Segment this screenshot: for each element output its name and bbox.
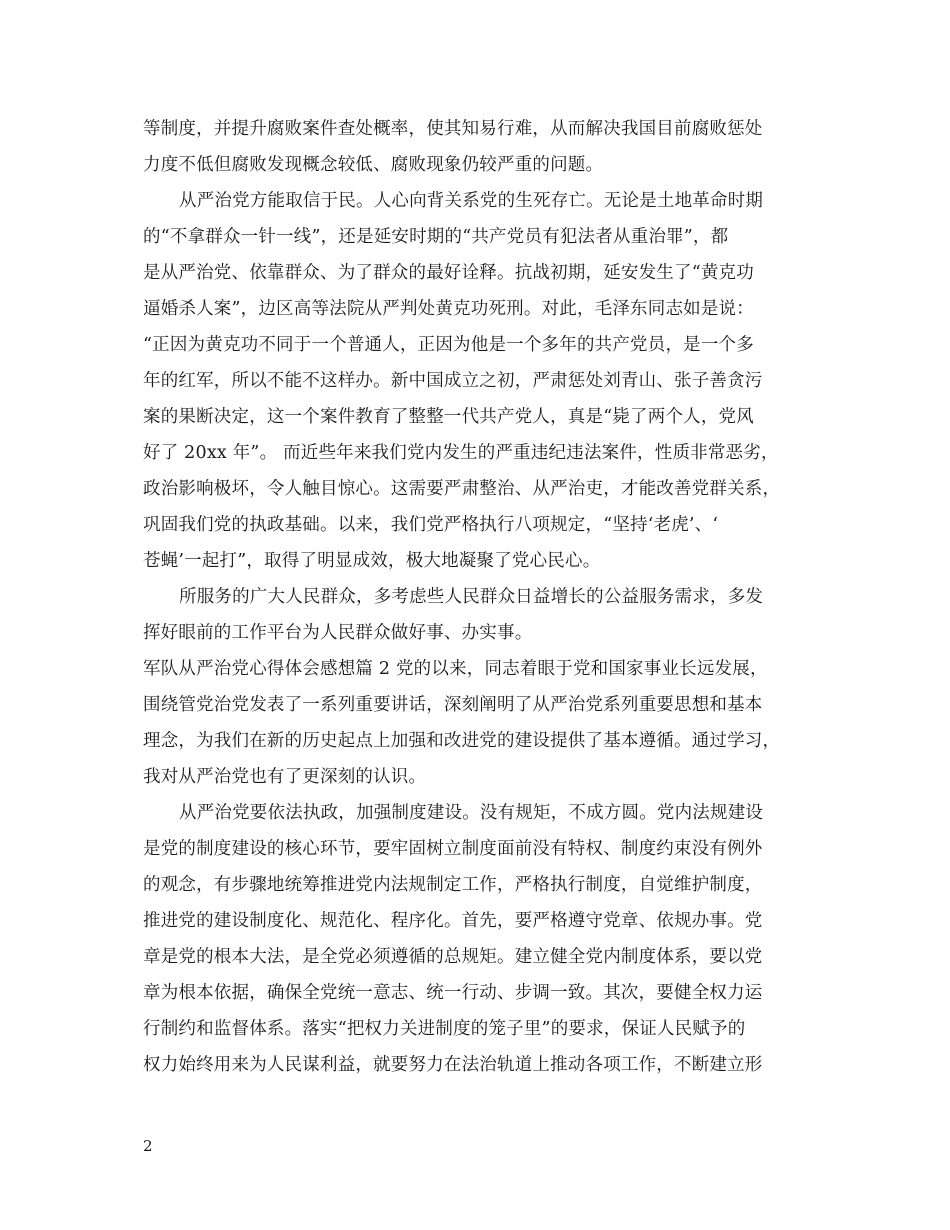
text-line: 理念，为我们在新的历史起点上加强和改进党的建设提供了基本遵循。通过学习， xyxy=(143,731,781,751)
text-line: 是党的制度建设的核心环节，要牢固树立制度面前没有特权、制度约束没有例外 xyxy=(143,839,763,859)
text-line: 围绕管党治党发表了一系列重要讲话，深刻阐明了从严治党系列重要思想和基本 xyxy=(143,695,763,715)
paragraph-start-line: 从严治党方能取信于民。人心向背关系党的生死存亡。无论是土地革命时期 xyxy=(179,191,764,211)
section-title-line: 军队从严治党心得体会感想篇 2 党的以来，同志着眼于党和国家事业长远发展， xyxy=(143,659,768,679)
text-line: 好了 20xx 年”。 而近些年来我们党内发生的严重违纪违法案件，性质非常恶劣， xyxy=(143,443,779,463)
text-line: 我对从严治党也有了更深刻的认识。 xyxy=(143,767,427,787)
text-line: 苍蝇’一起打”，取得了明显成效，极大地凝聚了党心民心。 xyxy=(143,551,601,571)
paragraph-start-line: 从严治党要依法执政，加强制度建设。没有规矩，不成方圆。党内法规建设 xyxy=(179,803,764,823)
text-line: 的“不拿群众一针一线”，还是延安时期的“共产党员有犯法者从重治罪”，都 xyxy=(143,227,729,247)
text-line: 政治影响极坏，令人触目惊心。这需要严肃整治、从严治吏，才能改善党群关系， xyxy=(143,479,781,499)
paragraph-start-line: 所服务的广大人民群众，多考虑些人民群众日益增长的公益服务需求，多发 xyxy=(179,587,764,607)
text-line: 章是党的根本大法，是全党必须遵循的总规矩。建立健全党内制度体系，要以党 xyxy=(143,947,763,967)
text-line: 力度不低但腐败发现概念较低、腐败现象仍较严重的问题。 xyxy=(143,155,604,175)
text-line: 章为根本依据，确保全党统一意志、统一行动、步调一致。其次，要健全权力运 xyxy=(143,983,763,1003)
text-line: 挥好眼前的工作平台为人民群众做好事、办实事。 xyxy=(143,623,533,643)
text-line: 行制约和监督体系。落实“把权力关进制度的笼子里”的要求，保证人民赋予的 xyxy=(143,1019,746,1039)
text-line: 等制度，并提升腐败案件查处概率，使其知易行难，从而解决我国目前腐败惩处 xyxy=(143,119,763,139)
text-line: 推进党的建设制度化、规范化、程序化。首先，要严格遵守党章、依规办事。党 xyxy=(143,911,763,931)
text-line: 的观念，有步骤地统筹推进党内法规制定工作，严格执行制度，自觉维护制度， xyxy=(143,875,763,895)
text-line: 案的果断决定，这一个案件教育了整整一代共产党人，真是“毙了两个人，党风 xyxy=(143,407,754,427)
text-line: 年的红军，所以不能不这样办。新中国成立之初，严肃惩处刘青山、张子善贪污 xyxy=(143,371,763,391)
text-line: 逼婚杀人案”，边区高等法院从严判处黄克功死刑。对此，毛泽东同志如是说： xyxy=(143,299,754,319)
text-line: “正因为黄克功不同于一个普通人，正因为他是一个多年的共产党员，是一个多 xyxy=(143,335,754,355)
text-line: 是从严治党、依靠群众、为了群众的最好诠释。抗战初期，延安发生了“黄克功 xyxy=(143,263,754,283)
text-line: 权力始终用来为人民谋利益，就要努力在法治轨道上推动各项工作，不断建立形 xyxy=(143,1055,763,1075)
page-number: 2 xyxy=(143,1137,153,1155)
text-line: 巩固我们党的执政基础。以来，我们党严格执行八项规定，“坚持‘老虎’、‘ xyxy=(143,515,719,535)
